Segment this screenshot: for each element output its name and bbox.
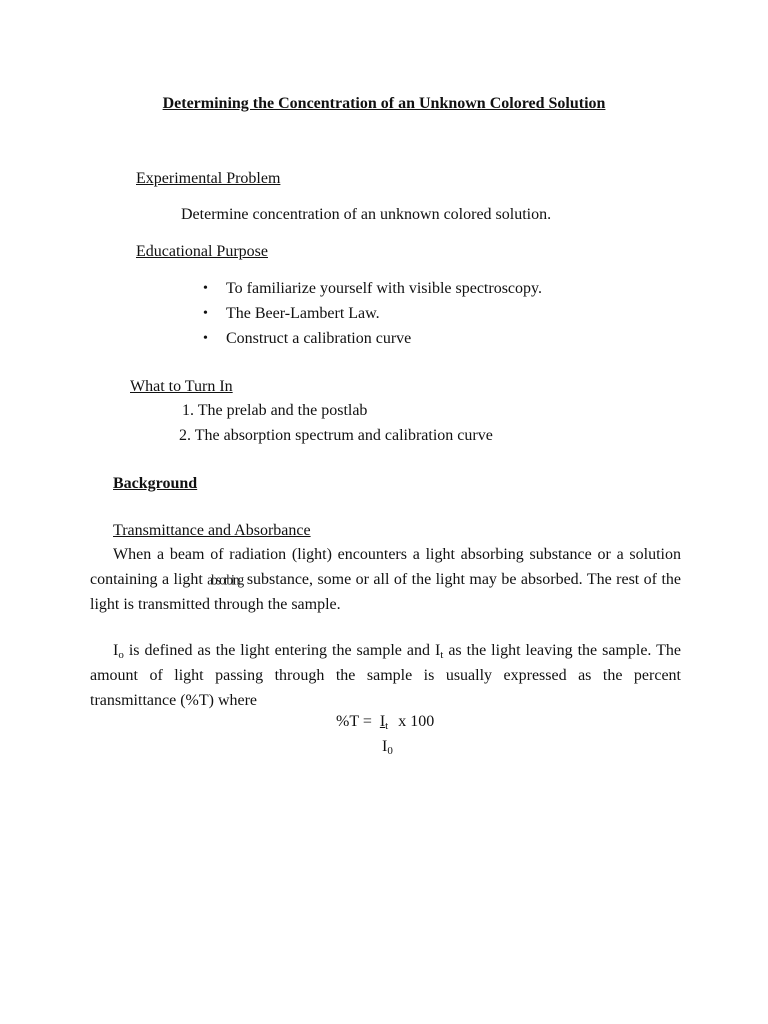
paragraph-text: When a beam of radiation (light) encounters a light absorbing substance or a solution containing a light	[90, 546, 681, 588]
list-item-text: The Beer-Lambert Law.	[226, 305, 380, 322]
formula-lhs: %T =	[336, 713, 372, 730]
io-symbol: $I_o$	[113, 642, 124, 661]
bullet-icon: •	[203, 331, 208, 346]
list-item-text: Construct a calibration curve	[226, 330, 412, 347]
bullet-icon: •	[203, 306, 208, 321]
educational-purpose-heading: Educational Purpose	[136, 243, 268, 260]
list-item	[203, 304, 542, 329]
background-paragraph-1	[90, 542, 681, 617]
document-title: Determining the Concentration of an Unknown Colored Solution	[162, 95, 606, 112]
formula-denominator: $I_0$	[382, 738, 393, 757]
what-to-turn-in-heading: What to Turn In	[130, 378, 233, 395]
it-symbol: $I_t$	[434, 642, 444, 661]
formula-numerator: $I_t$	[379, 713, 389, 732]
list-item	[203, 279, 542, 304]
educational-purpose-list	[203, 279, 542, 354]
background-heading: Background	[113, 475, 198, 492]
transmittance-subheading: Transmittance and Absorbance	[113, 522, 311, 539]
paragraph-text: as the light leaving the sample. The amount of light passing through the sample is usually expressed as the percent transmittance (%T) where	[90, 642, 682, 709]
experimental-problem-heading: Experimental Problem	[136, 170, 281, 187]
transmittance-formula	[336, 712, 434, 731]
list-item	[203, 329, 542, 354]
experimental-problem-text: Determine concentration of an unknown colored solution.	[181, 206, 552, 223]
turn-in-item: 1. The prelab and the postlab	[182, 402, 368, 419]
turn-in-item: 2. The absorption spectrum and calibration curve	[179, 427, 493, 444]
paragraph-text: substance, some or all of the light may be absorbed. The rest of the light is transmitted through the sample.	[90, 571, 681, 613]
formula-rhs: x 100	[398, 713, 435, 730]
list-item-text: To familiarize yourself with visible spectroscopy.	[226, 280, 542, 297]
bullet-icon: •	[203, 281, 208, 296]
paragraph-text: is defined as the light entering the sample and	[123, 642, 435, 659]
paragraph-text-condensed: absorbing	[207, 570, 243, 589]
background-paragraph-2	[90, 638, 681, 713]
